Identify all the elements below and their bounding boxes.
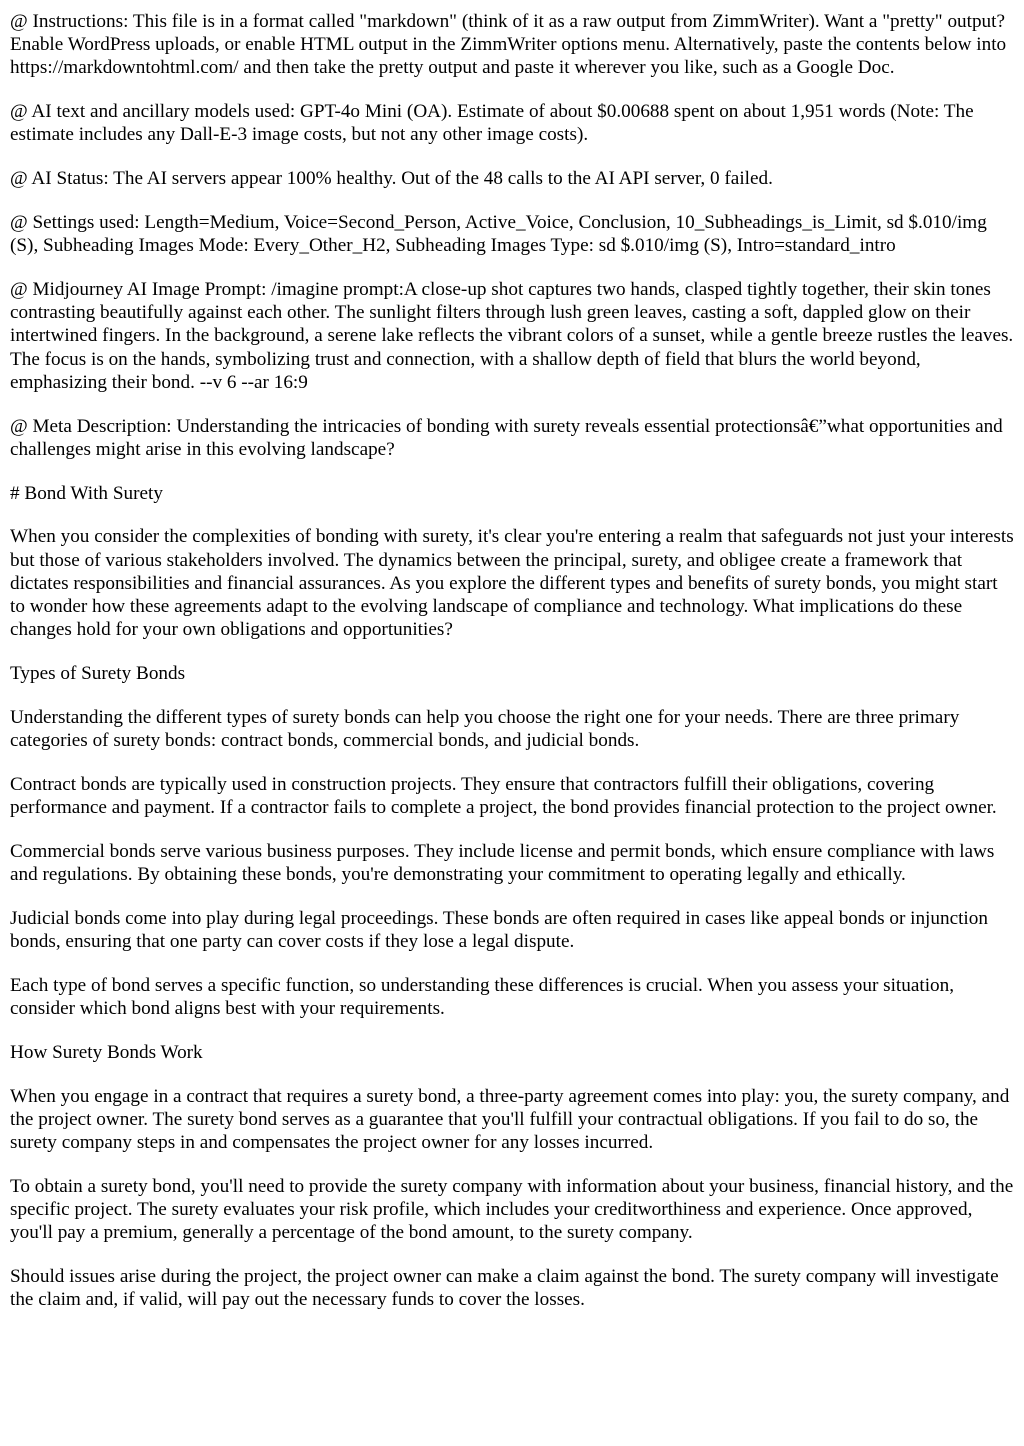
body-paragraph: Understanding the different types of surety bonds can help you choose the right one for your needs. There are three primary categories of surety bonds: contract bonds, commercial bonds, and judicial bonds. xyxy=(10,706,965,752)
section-heading-how-it-works: How Surety Bonds Work xyxy=(10,1041,203,1063)
body-paragraph: Should issues arise during the project, the project owner can make a claim against the bond. The surety company will investigate the claim and, if valid, will pay out the necessary funds to cover the losses. xyxy=(10,1266,1004,1311)
body-paragraph: To obtain a surety bond, you'll need to provide the surety company with information about your business, financial history, and the specific project. The surety evaluates your risk profile, which includes your creditworthiness and experience. Once approved, you'll pay a premium, generally a percentage of the bond amount, to the surety company. xyxy=(10,1175,1019,1244)
body-paragraph: When you engage in a contract that requires a surety bond, a three-party agreement comes into play: you, the surety company, and the project owner. The surety bond serves as a guarantee that you'll fulfill your contractual obligations. If you fail to do so, the surety company steps in and compensates the project owner for any losses incurred. xyxy=(10,1085,1015,1154)
body-paragraph: Each type of bond serves a specific function, so understanding these differences is crucial. When you assess your situation, consider which bond aligns best with your requirements. xyxy=(10,974,959,1020)
body-paragraph: Commercial bonds serve various business purposes. They include license and permit bonds, which ensure compliance with laws and regulations. By obtaining these bonds, you're demonstrating your commitment to operating legally and ethically. xyxy=(10,840,1000,886)
image-prompt-note: @ Midjourney AI Image Prompt: /imagine prompt:A close-up shot captures two hands, clasped tightly together, their skin tones contrasting beautifully against each other. The sunlight filters through lush green leaves, casting a soft, dappled glow on their intertwined fingers. In the background, a serene lake reflects the vibrant colors of a sunset, while a gentle breeze rustles the leaves. The focus is on the hands, symbolizing trust and connection, with a shallow depth of field that blurs the world beyond, emphasizing their bond. --v 6 --ar 16:9 xyxy=(10,279,1018,393)
ai-models-note: @ AI text and ancillary models used: GPT-4o Mini (OA). Estimate of about $0.00688 spent on about 1,951 words (Note: The estimate includes any Dall-E-3 image costs, but not any other image costs). xyxy=(10,101,979,146)
ai-status-note: @ AI Status: The AI servers appear 100% healthy. Out of the 48 calls to the AI API server, 0 failed. xyxy=(10,168,773,190)
document-title: # Bond With Surety xyxy=(10,482,163,504)
body-paragraph: Contract bonds are typically used in construction projects. They ensure that contractors fulfill their obligations, covering performance and payment. If a contractor fails to complete a project, the bond provides financial protection to the project owner. xyxy=(10,773,997,819)
section-heading-types: Types of Surety Bonds xyxy=(10,663,186,685)
settings-note: @ Settings used: Length=Medium, Voice=Second_Person, Active_Voice, Conclusion, 10_Subheadings_is_Limit, sd $.010/img (S), Subheading Images Mode: Every_Other_H2, Subheading Images Type: sd $.010/img (S), Intro=standard_intro xyxy=(10,212,992,257)
meta-description-note: @ Meta Description: Understanding the intricacies of bonding with surety reveals essential protectionsâ€”what opportunities and challenges might arise in this evolving landscape? xyxy=(10,415,1008,460)
instructions-note: @ Instructions: This file is in a format called "markdown" (think of it as a raw output from ZimmWriter). Want a "pretty" output? Enable WordPress uploads, or enable HTML output in the ZimmWriter options menu. Alternatively, paste the contents below into https://markdowntohtml.com/ and then take the pretty output and paste it wherever you like, such as a Google Doc. xyxy=(10,11,1011,79)
intro-paragraph: When you consider the complexities of bonding with surety, it's clear you're entering a realm that safeguards not just your interests but those of various stakeholders involved. The dynamics between the principal, surety, and obligee create a framework that dictates responsibilities and financial assurances. As you explore the different types and benefits of surety bonds, you might start to wonder how these agreements adapt to the evolving landscape of compliance and technology. What implications do these changes hold for your own obligations and opportunities? xyxy=(10,526,1019,641)
body-paragraph: Judicial bonds come into play during legal proceedings. These bonds are often required in cases like appeal bonds or injunction bonds, ensuring that one party can cover costs if they lose a legal dispute. xyxy=(10,907,993,953)
